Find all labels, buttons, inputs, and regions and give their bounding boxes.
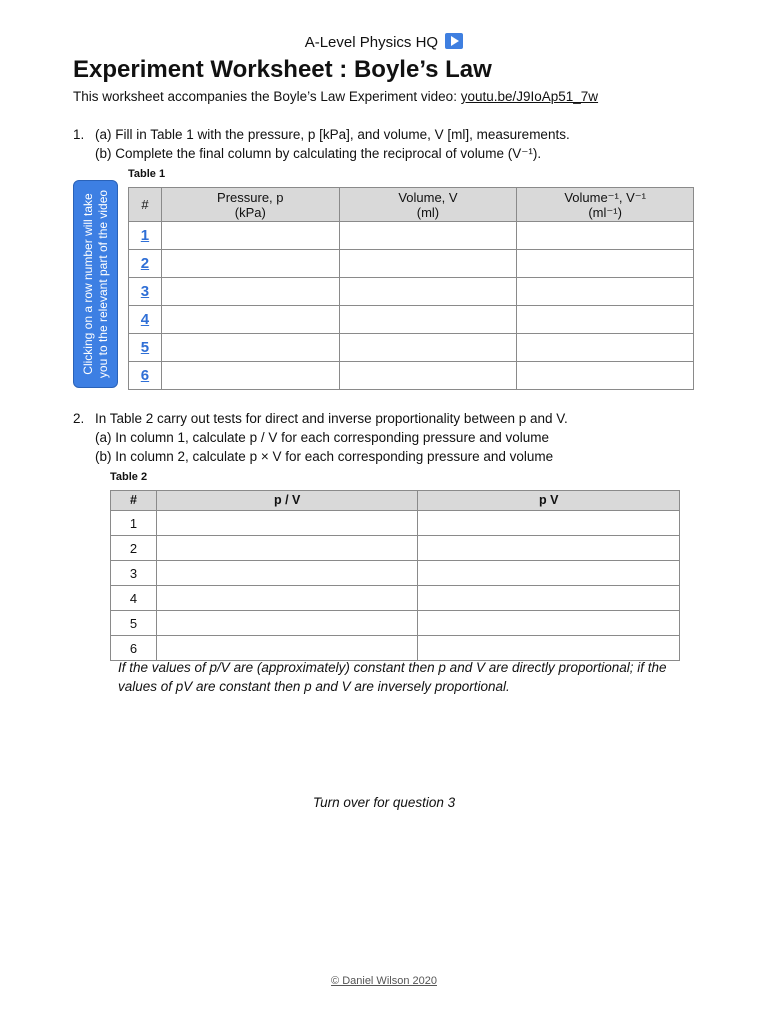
video-hint-line-2: you to the relevant part of the video: [95, 189, 110, 379]
table-1-caption: Table 1: [128, 168, 166, 180]
table-2-header-row: [111, 491, 680, 511]
p-over-v-cell[interactable]: [156, 636, 418, 661]
p-over-v-cell[interactable]: [156, 536, 418, 561]
pressure-cell[interactable]: [161, 306, 339, 334]
table-1-header-volume: Volume, V (ml): [339, 188, 517, 222]
intro-sentence: This worksheet accompanies the Boyle’s Law Experiment video:: [73, 89, 461, 104]
p-times-v-cell[interactable]: [418, 561, 680, 586]
row-number: 5: [111, 611, 157, 636]
video-hint-line-1: Clicking on a row number will take: [80, 193, 95, 375]
table-row: [129, 334, 694, 362]
volume-cell[interactable]: [339, 334, 517, 362]
reciprocal-volume-cell[interactable]: [517, 222, 694, 250]
table-row: [111, 536, 680, 561]
table-2-caption: Table 2: [110, 471, 148, 483]
p-over-v-cell[interactable]: [156, 561, 418, 586]
pressure-cell[interactable]: [161, 334, 339, 362]
table-2: [110, 490, 680, 661]
pressure-cell[interactable]: [161, 250, 339, 278]
question-1a: (a) Fill in Table 1 with the pressure, p [kPa], and volume, V [ml], measurements.: [95, 127, 570, 142]
reciprocal-volume-cell[interactable]: [517, 362, 694, 390]
table-1-header-reciprocal-volume: Volume⁻¹, V⁻¹ (ml⁻¹): [517, 188, 694, 222]
row-number: 6: [111, 636, 157, 661]
row-link-1[interactable]: 1: [140, 226, 150, 244]
row-link-5[interactable]: 5: [140, 338, 150, 356]
copyright-footer: © Daniel Wilson 2020: [331, 975, 437, 987]
p-times-v-cell[interactable]: [418, 636, 680, 661]
row-link-2[interactable]: 2: [140, 254, 150, 272]
volume-cell[interactable]: [339, 306, 517, 334]
p-over-v-cell[interactable]: [156, 586, 418, 611]
pressure-cell[interactable]: [161, 278, 339, 306]
reciprocal-volume-cell[interactable]: [517, 278, 694, 306]
pressure-cell[interactable]: [161, 362, 339, 390]
table-row: [111, 636, 680, 661]
question-2-intro: In Table 2 carry out tests for direct and inverse proportionality between p and V.: [95, 411, 568, 426]
row-number: 3: [111, 561, 157, 586]
intro-text: [73, 89, 598, 104]
p-over-v-cell[interactable]: [156, 511, 418, 536]
volume-cell[interactable]: [339, 222, 517, 250]
proportionality-note: If the values of p/V are (approximately) constant then p and V are directly proportional; if the values of pV are constant then p and V are inversely proportional.: [118, 660, 667, 694]
question-1-number: 1.: [73, 127, 85, 142]
row-link-4[interactable]: 4: [140, 310, 150, 328]
reciprocal-volume-cell[interactable]: [517, 334, 694, 362]
row-number: 1: [111, 511, 157, 536]
table-row: [129, 362, 694, 390]
table-2-header-number: #: [111, 491, 157, 511]
row-link-3[interactable]: 3: [140, 282, 150, 300]
p-times-v-cell[interactable]: [418, 586, 680, 611]
reciprocal-volume-cell[interactable]: [517, 250, 694, 278]
volume-cell[interactable]: [339, 250, 517, 278]
table-row: [129, 250, 694, 278]
question-2-number: 2.: [73, 411, 85, 426]
page-title: Experiment Worksheet : Boyle’s Law: [73, 56, 492, 83]
p-times-v-cell[interactable]: [418, 536, 680, 561]
table-1-header-row: [129, 188, 694, 222]
table-row: [111, 511, 680, 536]
p-times-v-cell[interactable]: [418, 611, 680, 636]
table-2-header-p-over-v: p / V: [156, 491, 418, 511]
row-link-6[interactable]: 6: [140, 366, 150, 384]
question-2: [73, 409, 713, 467]
question-1: [73, 125, 713, 165]
p-times-v-cell[interactable]: [418, 511, 680, 536]
table-row: [129, 278, 694, 306]
table-row: [111, 611, 680, 636]
question-1b: (b) Complete the final column by calculating the reciprocal of volume (V⁻¹).: [95, 146, 542, 161]
table-row: [111, 586, 680, 611]
table-1-header-number: #: [129, 188, 162, 222]
volume-cell[interactable]: [339, 362, 517, 390]
table-row: [129, 222, 694, 250]
row-number: 2: [111, 536, 157, 561]
question-2a: (a) In column 1, calculate p / V for each corresponding pressure and volume: [95, 430, 549, 445]
reciprocal-volume-cell[interactable]: [517, 306, 694, 334]
pressure-cell[interactable]: [161, 222, 339, 250]
table-1-header-pressure: Pressure, p (kPa): [161, 188, 339, 222]
question-2b: (b) In column 2, calculate p × V for each corresponding pressure and volume: [95, 449, 554, 464]
video-hint-panel: [73, 180, 118, 388]
turn-over-note: Turn over for question 3: [312, 795, 456, 810]
table-1: [128, 187, 694, 390]
header-text: A-Level Physics HQ: [304, 34, 439, 51]
table-2-header-p-times-v: p V: [418, 491, 680, 511]
page-header: [0, 33, 768, 51]
p-over-v-cell[interactable]: [156, 611, 418, 636]
volume-cell[interactable]: [339, 278, 517, 306]
table-row: [129, 306, 694, 334]
video-link[interactable]: youtu.be/J9IoAp51_7w: [460, 89, 599, 104]
play-icon[interactable]: [445, 33, 463, 49]
row-number: 4: [111, 586, 157, 611]
table-row: [111, 561, 680, 586]
